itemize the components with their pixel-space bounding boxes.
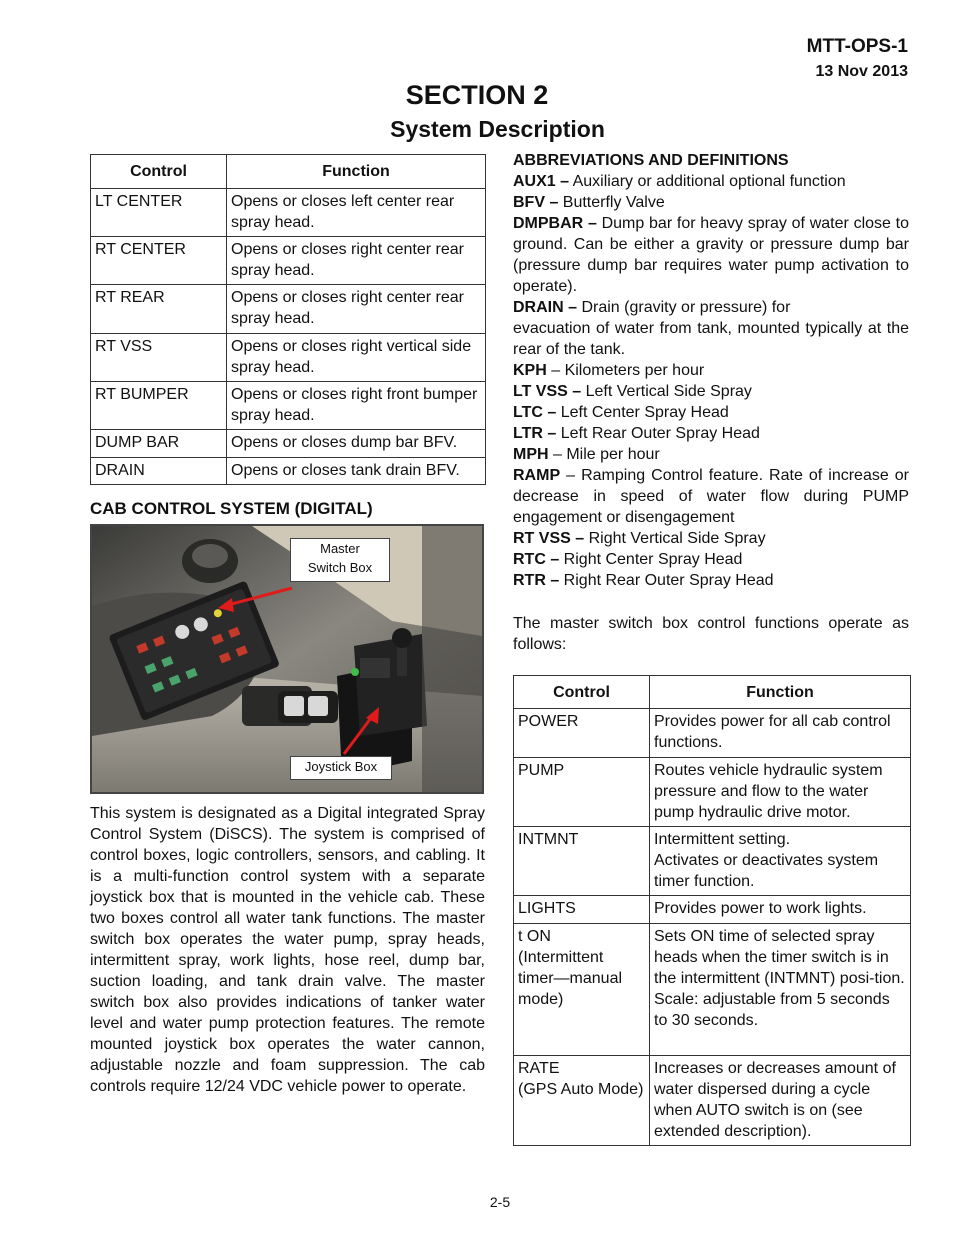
table-row [514, 924, 911, 1056]
abbreviation-term: BFV – [513, 194, 559, 211]
table-row [91, 334, 486, 382]
abbreviation-item [513, 549, 909, 570]
abbreviation-definition: Right Vertical Side Spray [584, 530, 766, 547]
abbreviation-definition: – Kilometers per hour [546, 362, 705, 379]
function-cell: Opens or closes right vertical side spray head. [227, 334, 486, 382]
abbreviation-term: AUX1 – [513, 173, 570, 190]
abbreviation-item [513, 528, 909, 549]
cell-line: LIGHTS [518, 900, 576, 917]
master-switch-box-label [290, 538, 390, 582]
cell-line: RATE [518, 1060, 560, 1077]
master-switch-intro: The master switch box control functions operate as follows: [513, 615, 909, 653]
function-cell: Opens or closes right front bumper spray head. [227, 382, 486, 430]
document-date: 13 Nov 2013 [815, 63, 908, 80]
abbreviation-definition: Butterfly Valve [558, 194, 665, 211]
cell-line: POWER [518, 713, 579, 730]
cell-line: timer—manual [518, 970, 623, 987]
cab-control-heading: CAB CONTROL SYSTEM (DIGITAL) [90, 499, 373, 518]
abbreviation-definition: Drain (gravity or pressure) for [577, 299, 791, 316]
function-cell: Opens or closes left center rear spray head. [227, 189, 486, 237]
document-id: MTT-OPS-1 [806, 36, 908, 57]
cab-system-description: This system is designated as a Digital integrated Spray Control System (DiSCS). The system is comprised of control boxes, logic controllers, sensors, and cabling. It is a multi-function control system with a separate joystick box that is mounted in the vehicle cab. These two boxes control all water tank functions. The master switch box operates the water pump, spray heads, intermittent spray, work lights, hose reel, dump bar, suction loading, and tank drain valve. The master switch box also provides indications of tanker water level and water pump protection features. The remote mounted joystick box operates the water cannon, adjustable nozzle and foam suppression. The cab controls require 12/24 VDC vehicle power to operate. [90, 805, 485, 1095]
control-cell: DUMP BAR [91, 430, 227, 458]
control-cell [514, 709, 650, 758]
cell-line: Activates or deactivates system timer function. [654, 852, 879, 890]
function-cell: Opens or closes tank drain BFV. [227, 458, 486, 485]
control-cell: LT CENTER [91, 189, 227, 237]
cell-line: Increases or decreases amount of water dispersed during a cycle when AUTO switch is on (see extended description). [654, 1060, 896, 1140]
spray-control-table [90, 154, 486, 485]
abbreviation-term: RTC – [513, 551, 560, 568]
abbreviation-term: KPH [513, 362, 547, 379]
abbreviation-item [513, 570, 909, 591]
page-title: System Description [390, 116, 605, 142]
cell-line: Provides power for all cab control functions. [654, 713, 891, 751]
abbreviation-item [513, 213, 909, 297]
cell-line: Scale: adjustable from 5 seconds to 30 seconds. [654, 991, 890, 1029]
abbreviation-definition: Dump bar for heavy spray of water close to ground. Can be either a gravity or pressure dump bar (pressure dump bar requires water pump activation to operate). [513, 215, 909, 295]
function-cell [650, 758, 911, 827]
function-cell [650, 924, 911, 1056]
function-cell: Opens or closes right center rear spray head. [227, 237, 486, 285]
abbreviation-definition: Left Rear Outer Spray Head [556, 425, 760, 442]
table-row [514, 709, 911, 758]
abbreviation-term: DRAIN – [513, 299, 578, 316]
table-header-function: Function [650, 676, 911, 709]
abbreviation-item [513, 171, 909, 192]
abbreviation-item [513, 444, 909, 465]
abbreviations-list [513, 171, 909, 591]
table-row [91, 237, 486, 285]
function-cell [650, 1056, 911, 1146]
abbreviation-definition: Left Center Spray Head [556, 404, 729, 421]
abbreviation-definition: Auxiliary or additional optional function [569, 173, 846, 190]
table-row [514, 827, 911, 896]
table-header-function: Function [227, 155, 486, 189]
control-cell: RT VSS [91, 334, 227, 382]
function-cell: Opens or closes right center rear spray head. [227, 285, 486, 334]
table-row [91, 285, 486, 334]
function-cell [650, 827, 911, 896]
section-title: SECTION 2 [405, 80, 549, 110]
control-cell [514, 827, 650, 896]
table-row [91, 430, 486, 458]
label-line: Master [320, 541, 360, 556]
abbreviations-heading: ABBREVIATIONS AND DEFINITIONS [513, 152, 789, 169]
control-cell [514, 896, 650, 924]
cell-line: t ON [518, 928, 551, 945]
control-cell [514, 1056, 650, 1146]
cell-line: INTMNT [518, 831, 579, 848]
table-row [514, 758, 911, 827]
cell-line: (GPS Auto Mode) [518, 1081, 644, 1098]
table-row [91, 189, 486, 237]
table-header-control: Control [514, 676, 650, 709]
abbreviation-item [513, 297, 909, 318]
cell-line: Intermittent setting. [654, 831, 791, 848]
table-header-control: Control [91, 155, 227, 189]
abbreviation-term: DMPBAR – [513, 215, 597, 232]
abbreviation-definition: evacuation of water from tank, mounted typically at the rear of the tank. [513, 320, 909, 358]
cell-line: PUMP [518, 762, 565, 779]
abbreviation-term: RAMP [513, 467, 561, 484]
table-row [91, 382, 486, 430]
control-cell [514, 758, 650, 827]
abbreviation-item [513, 318, 909, 360]
cell-line: Sets ON time of selected spray heads when the timer switch is in the intermittent (INTMNT) posi-tion. [654, 928, 905, 987]
cell-line: (Intermittent [518, 949, 604, 966]
abbreviation-term: RT VSS – [513, 530, 585, 547]
cell-line: Routes vehicle hydraulic system pressure and flow to the water pump hydraulic drive motor. [654, 762, 883, 821]
abbreviation-item [513, 423, 909, 444]
control-cell [514, 924, 650, 1056]
abbreviation-definition: Right Rear Outer Spray Head [559, 572, 774, 589]
abbreviation-definition: – Mile per hour [548, 446, 660, 463]
function-cell [650, 709, 911, 758]
page-number: 2-5 [489, 1194, 511, 1210]
control-cell: RT BUMPER [91, 382, 227, 430]
cab-photo-illustration [92, 526, 482, 792]
table-row [514, 1056, 911, 1146]
abbreviation-definition: – Ramping Control feature. Rate of increase or decrease in speed of water flow during PUMP engagement or disengagement [513, 467, 909, 526]
abbreviation-term: LTC – [513, 404, 557, 421]
cell-line: Provides power to work lights. [654, 900, 867, 917]
label-line: Switch Box [307, 560, 373, 575]
table-row [91, 458, 486, 485]
abbreviation-term: RTR – [513, 572, 560, 589]
abbreviation-term: LTR – [513, 425, 557, 442]
master-switch-control-table [513, 675, 911, 1146]
cab-control-photo [90, 524, 484, 794]
abbreviation-item [513, 381, 909, 402]
abbreviation-item [513, 192, 909, 213]
abbreviations-section [513, 150, 909, 591]
function-cell [650, 896, 911, 924]
function-cell: Opens or closes dump bar BFV. [227, 430, 486, 458]
table-row [514, 896, 911, 924]
control-cell: DRAIN [91, 458, 227, 485]
abbreviation-item [513, 402, 909, 423]
abbreviation-item [513, 360, 909, 381]
abbreviation-term: LT VSS – [513, 383, 582, 400]
control-cell: RT CENTER [91, 237, 227, 285]
cell-line: mode) [518, 991, 564, 1008]
abbreviation-term: MPH [513, 446, 549, 463]
joystick-box-label: Joystick Box [290, 756, 392, 780]
control-cell: RT REAR [91, 285, 227, 334]
abbreviation-item [513, 465, 909, 528]
abbreviation-definition: Right Center Spray Head [559, 551, 743, 568]
abbreviation-definition: Left Vertical Side Spray [581, 383, 752, 400]
